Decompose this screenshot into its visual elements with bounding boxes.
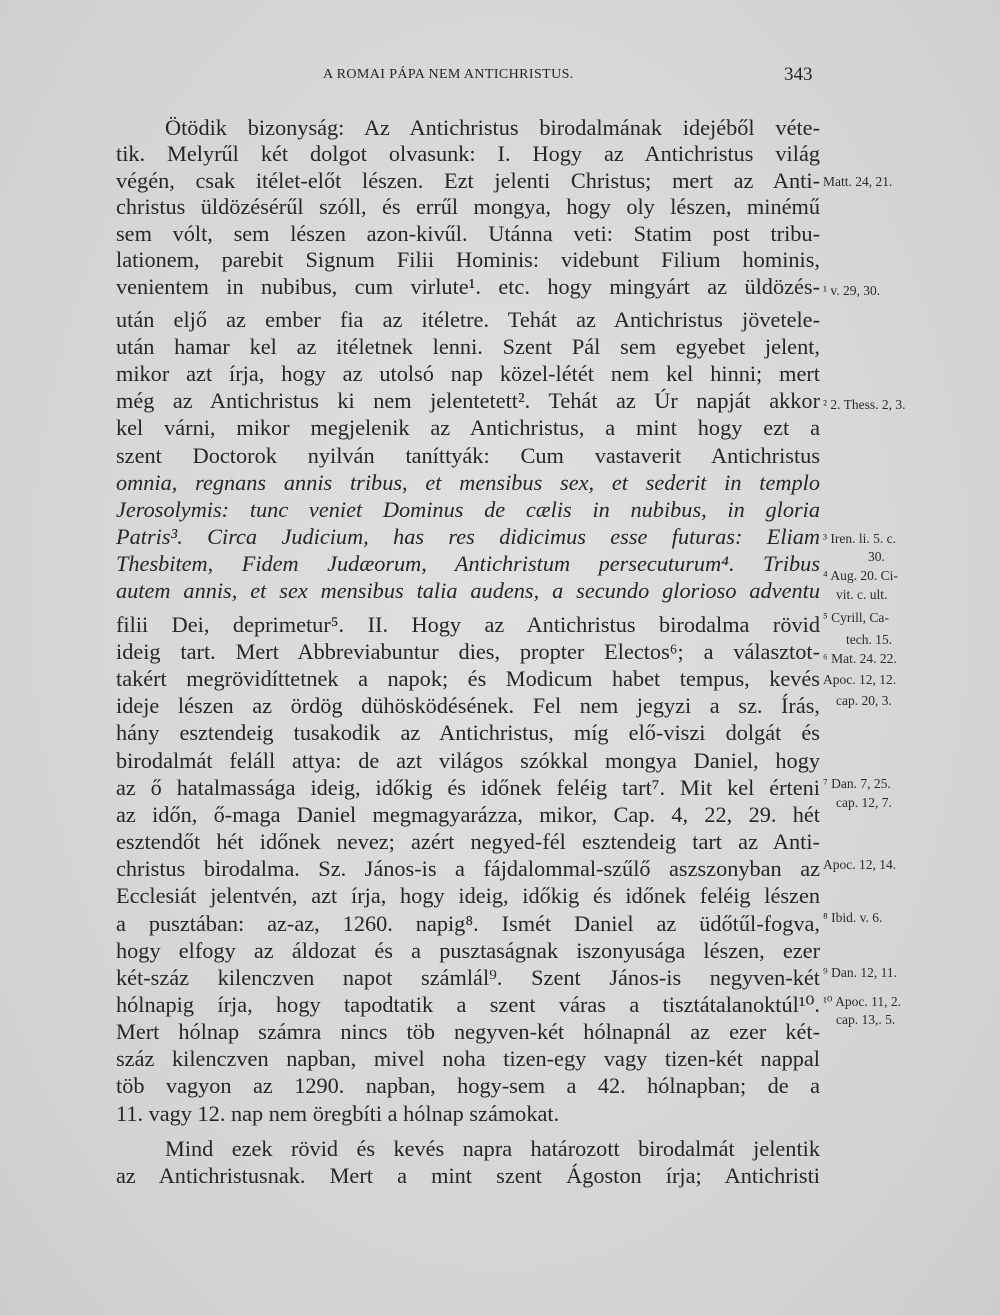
- text-line: szent Doctorok nyilván taníttyák: Cum vastaverit Antichristus: [116, 443, 820, 468]
- marginal-note: ⁴ Aug. 20. Ci-: [823, 568, 898, 583]
- text-line: kel várni, mikor megjelenik az Antichristus, a mint hogy ezt a: [116, 415, 820, 440]
- text-line: hólnapig írja, hogy tapodtatik a szent váras a tisztátalanoktúl¹⁰.: [116, 992, 820, 1017]
- marginal-note: Apoc. 12, 14.: [823, 857, 897, 872]
- marginal-note: Matt. 24, 21.: [823, 174, 893, 189]
- text-line: végén, csak itélet-előt lészen. Ezt jelenti Christus; mert az Anti-: [116, 168, 820, 193]
- marginal-note: ³ Iren. li. 5. c.: [823, 531, 897, 546]
- marginal-note: cap. 12, 7.: [836, 795, 892, 810]
- marginal-note: tech. 15.: [846, 632, 893, 647]
- text-line: Jerosolymis: tunc veniet Dominus de cælis in nubibus, in gloria: [116, 497, 820, 522]
- text-line: száz kilenczven napban, mivel noha tizen-egy vagy tizen-két nappal: [116, 1046, 820, 1071]
- marginal-note: ² 2. Thess. 2, 3.: [823, 397, 906, 412]
- text-line: Ecclesiát jelentvén, azt írja, hogy ideig, időkig és időnek feléig lészen: [116, 883, 820, 908]
- text-line: ideig tart. Mert Abbreviabuntur dies, propter Electos⁶; a választot-: [116, 639, 820, 664]
- text-line: autem annis, et sex mensibus talia audens, a secundo glorioso adventu: [116, 578, 820, 603]
- marginal-note: Apoc. 12, 12.: [823, 672, 897, 687]
- marginal-note: ⁷ Dan. 7, 25.: [823, 776, 891, 791]
- text-line: venientem in nubibus, cum virlute¹. etc. hogy mingyárt az üldözés-: [116, 274, 820, 299]
- text-line: két-száz kilenczven napot számlál⁹. Szent János-is negyven-két: [116, 965, 820, 990]
- text-line: takért megrövidíttetnek a napok; és Modicum habet tempus, kevés: [116, 666, 820, 691]
- running-title: A ROMAI PÁPA NEM ANTICHRISTUS.: [323, 67, 574, 82]
- text-line: Thesbitem, Fidem Judæorum, Antichristum persecuturum⁴. Tribus: [116, 551, 820, 576]
- marginal-note: ¹ v. 29, 30.: [823, 283, 881, 298]
- text-line: sem vólt, sem lészen azon-kivűl. Utánna veti: Statim post tribu-: [116, 221, 820, 246]
- text-line: Ötödik bizonyság: Az Antichristus birodalmának idejéből véte-: [165, 115, 820, 140]
- running-header: [0, 64, 1000, 88]
- text-line: omnia, regnans annis tribus, et mensibus sex, et sederit in templo: [116, 470, 820, 495]
- text-line: Mind ezek rövid és kevés napra határozott birodalmát jelentik: [165, 1136, 820, 1161]
- text-line: a pusztában: az-az, 1260. napig⁸. Ismét Daniel az üdőtűl-fogva,: [116, 911, 820, 936]
- text-line: Mert hólnap számra nincs töb negyven-két hólnapnál az ezer két-: [116, 1019, 820, 1044]
- marginal-note: ⁶ Mat. 24. 22.: [823, 651, 897, 666]
- text-line: mikor azt írja, hogy az utolsó nap közel-létét nem kel hinni; mert: [116, 361, 820, 386]
- text-line: még az Antichristus ki nem jelentetett². Tehát az Úr napját akkor: [116, 388, 820, 413]
- text-line: hány esztendeig tusakodik az Antichristus, míg elő-viszi dolgát és: [116, 720, 820, 745]
- page-number: 343: [784, 64, 813, 85]
- text-line: Patris³. Circa Judicium, has res didicimus esse futuras: Eliam: [116, 524, 820, 549]
- text-line: esztendőt hét időnek nevez; azért negyed-fél esztendeig tart az Anti-: [116, 829, 820, 854]
- text-line: filii Dei, deprimetur⁵. II. Hogy az Antichristus birodalma rövid: [116, 612, 820, 637]
- marginal-note: ⁵ Cyrill, Ca-: [823, 610, 889, 625]
- text-line: ideje lészen az ördög dühösködésének. Fel nem jegyzi a sz. Írás,: [116, 693, 820, 718]
- marginal-note: 30.: [868, 549, 885, 564]
- text-line: az Antichristusnak. Mert a mint szent Ágoston írja; Antichristi: [116, 1163, 820, 1188]
- text-line: töb vagyon az 1290. napban, hogy-sem a 42. hólnapban; de a: [116, 1073, 820, 1098]
- marginal-note: ¹⁰ Apoc. 11, 2.: [823, 994, 901, 1009]
- text-line: az ő hatalmassága ideig, időkig és időnek feléig tart⁷. Mit kel érteni: [116, 775, 820, 800]
- marginal-note: ⁸ Ibid. v. 6.: [823, 910, 883, 925]
- text-line: után eljő az ember fia az itéletre. Tehát az Antichristus jövetele-: [116, 307, 820, 332]
- text-line: tik. Melyrűl két dolgot olvasunk: I. Hogy az Antichristus világ: [116, 141, 820, 166]
- text-line: 11. vagy 12. nap nem öregbíti a hólnap számokat.: [116, 1101, 560, 1126]
- text-line: birodalmát feláll attya: de azt világos szókkal mongya Daniel, hogy: [116, 748, 820, 773]
- marginal-note: cap. 20, 3.: [836, 693, 892, 708]
- marginal-note: ⁹ Dan. 12, 11.: [823, 965, 897, 980]
- text-line: lationem, parebit Signum Filii Hominis: videbunt Filium hominis,: [116, 247, 820, 272]
- text-line: hogy elfogy az áldozat és a pusztaságnak iszonyusága lészen, ezer: [116, 938, 820, 963]
- marginal-note: cap. 13,. 5.: [836, 1012, 896, 1027]
- text-line: christus birodalma. Sz. János-is a fájdalommal-szűlő aszszonyban az: [116, 856, 820, 881]
- text-line: után hamar kel az itéletnek lenni. Szent Pál sem egyebet jelent,: [116, 334, 820, 359]
- marginal-note: vit. c. ult.: [836, 587, 888, 602]
- text-line: christus üldözésérűl szóll, és errűl mongya, hogy oly lészen, minémű: [116, 194, 820, 219]
- text-line: az időn, ő-maga Daniel megmagyarázza, mikor, Cap. 4, 22, 29. hét: [116, 802, 820, 827]
